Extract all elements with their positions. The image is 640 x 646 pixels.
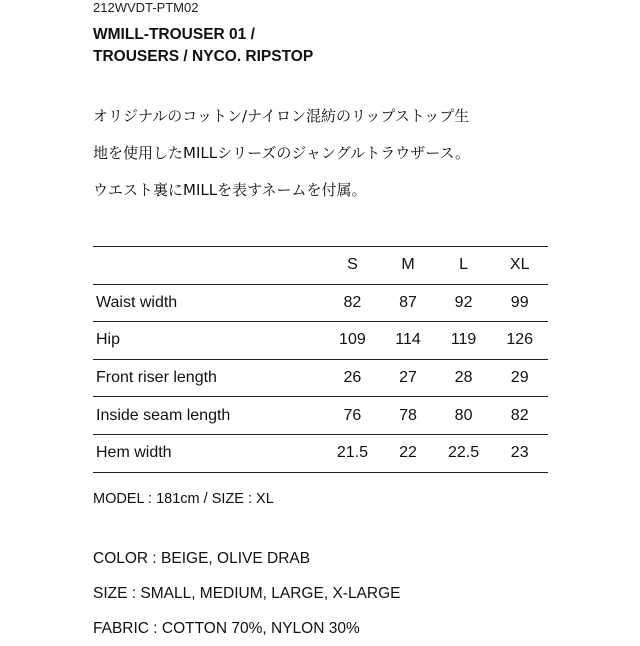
description-line: 地を使用したMILLシリーズのジャングルトラウザース。 [93, 144, 470, 162]
product-description [93, 98, 470, 209]
product-title-line: WMILL-TROUSER 01 / [93, 26, 255, 43]
table-cell: 87 [399, 293, 417, 311]
header-size-l: L [459, 256, 469, 274]
table-cell: 22 [399, 444, 417, 462]
header-size-xl: XL [509, 256, 530, 274]
table-cell: 82 [343, 293, 362, 311]
table-row [93, 397, 548, 435]
table-cell: 92 [454, 293, 473, 311]
row-label: Front riser length [96, 369, 217, 387]
size-chart-table [93, 246, 548, 473]
table-cell: 28 [454, 369, 473, 387]
product-title-line: TROUSERS / NYCO. RIPSTOP [93, 48, 314, 65]
table-cell: 126 [506, 331, 534, 349]
table-cell: 21.5 [336, 444, 368, 462]
row-label: Inside seam length [96, 406, 231, 424]
table-row [93, 284, 548, 322]
description-line: オリジナルのコットン/ナイロン混紡のリップストップ生 [93, 107, 470, 125]
table-cell: 80 [454, 406, 473, 424]
table-cell: 76 [343, 406, 362, 424]
table-cell: 119 [450, 331, 477, 349]
table-cell: 29 [510, 369, 529, 387]
spec-color: COLOR : BEIGE, OLIVE DRAB [93, 550, 311, 567]
table-cell: 82 [510, 406, 529, 424]
spec-fabric: FABRIC : COTTON 70%, NYLON 30% [93, 620, 360, 637]
header-size-m: M [401, 256, 415, 274]
table-cell: 78 [399, 406, 417, 424]
spec-size: SIZE : SMALL, MEDIUM, LARGE, X-LARGE [93, 585, 401, 602]
table-header-row [93, 247, 548, 285]
description-line: ウエスト裏にMILLを表すネームを付属。 [93, 181, 367, 199]
table-cell: 99 [510, 293, 529, 311]
table-cell: 27 [399, 369, 417, 387]
table-cell: 22.5 [448, 444, 480, 462]
table-row [93, 322, 548, 360]
table-cell: 109 [339, 331, 366, 349]
header-corner [93, 247, 325, 285]
header-size-s: S [347, 256, 358, 274]
row-label: Hem width [96, 444, 172, 462]
table-row [93, 434, 548, 472]
table-cell: 114 [395, 331, 421, 349]
product-sku: 212WVDT-PTM02 [93, 0, 199, 15]
table-cell: 26 [343, 369, 362, 387]
model-size-note: MODEL : 181cm / SIZE : XL [93, 491, 274, 507]
row-label: Hip [96, 331, 121, 349]
size-chart-header [93, 247, 548, 285]
table-row [93, 359, 548, 397]
product-title [93, 24, 313, 68]
size-chart-body [93, 284, 548, 472]
table-cell: 23 [510, 444, 529, 462]
row-label: Waist width [96, 293, 178, 311]
product-specs [93, 541, 401, 646]
